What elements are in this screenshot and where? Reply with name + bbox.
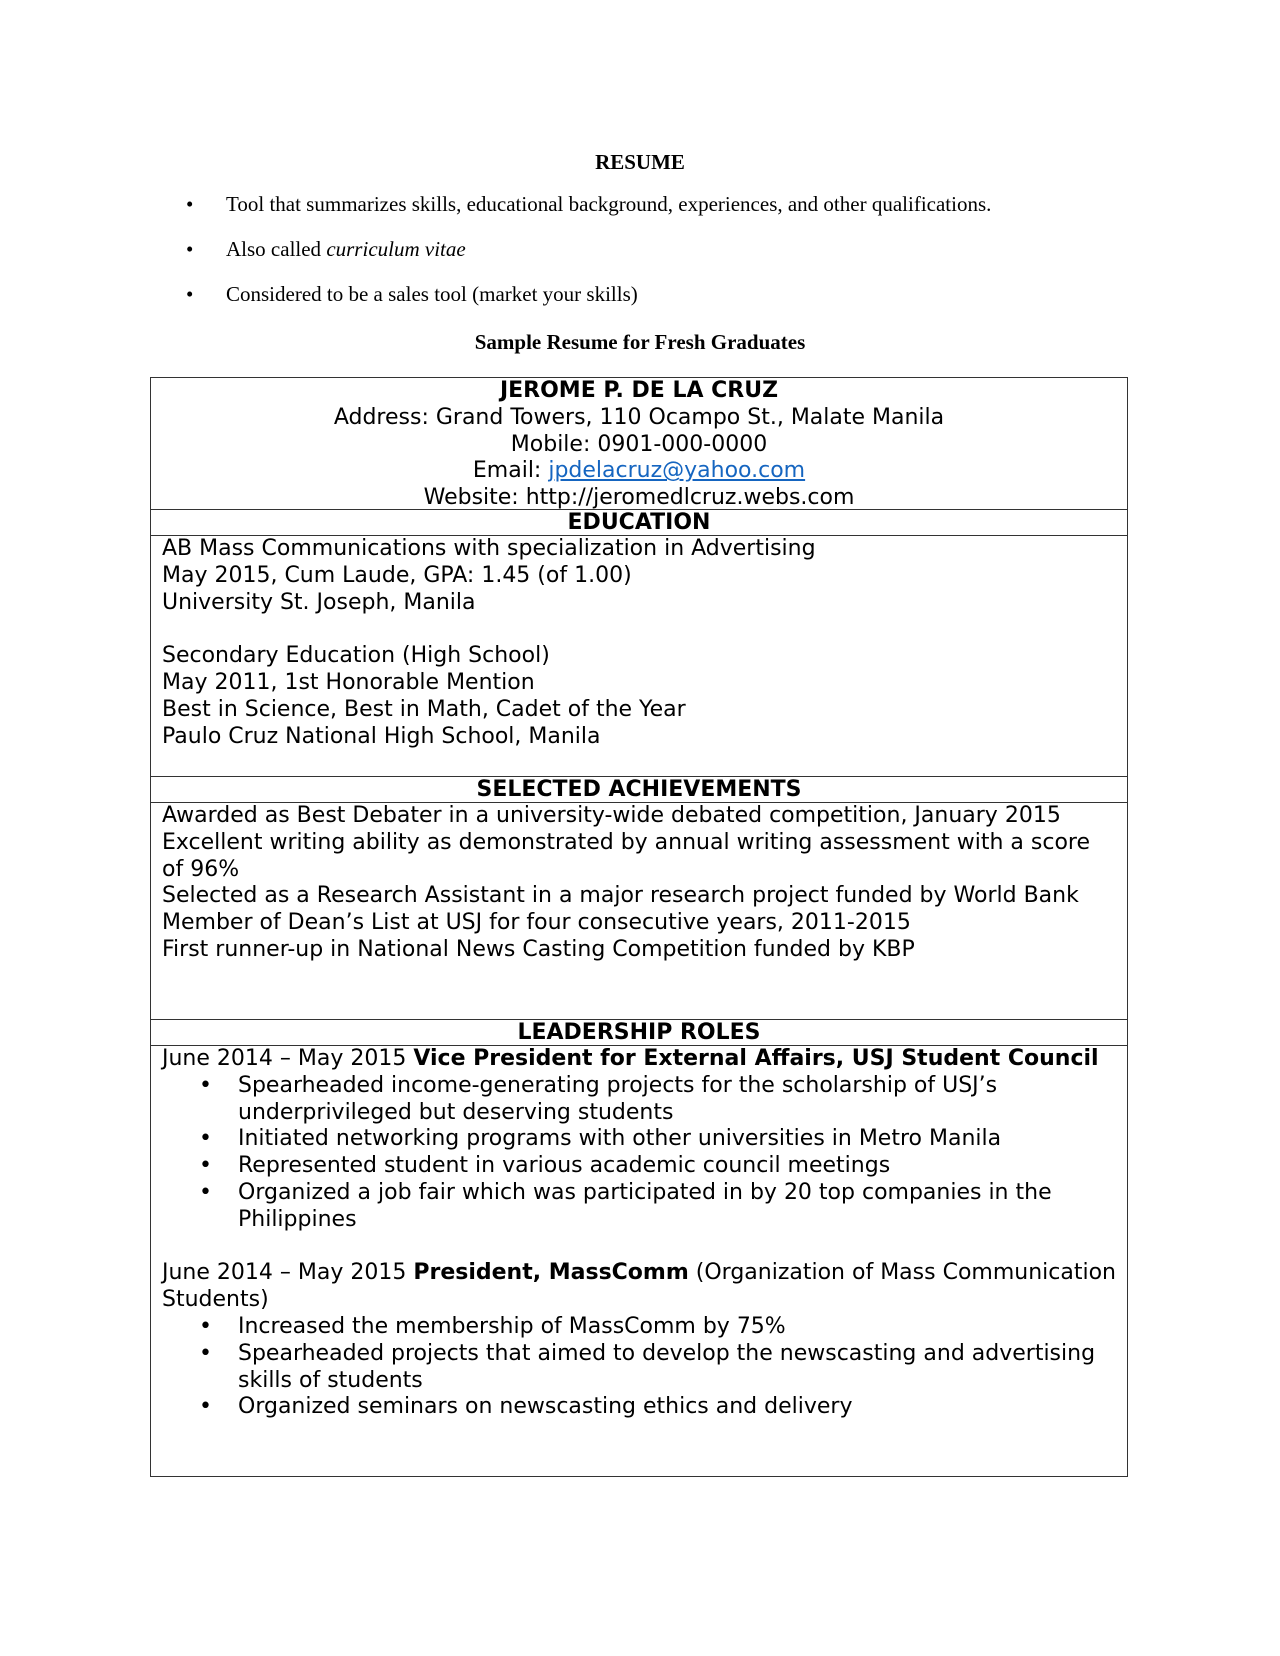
bullet-dot-icon: • xyxy=(199,1126,212,1152)
leadership-header: LEADERSHIP ROLES xyxy=(151,1020,1127,1046)
sample-resume-title: Sample Resume for Fresh Graduates xyxy=(474,330,806,354)
contact-mobile: Mobile: 0901-000-0000 xyxy=(510,431,768,457)
role-bullet-item xyxy=(162,1314,1116,1341)
role-bullet-item xyxy=(162,1180,1116,1234)
role-bullet-item xyxy=(162,1341,1116,1395)
achievement-item: Selected as a Research Assistant in a major research project funded by World Bank xyxy=(162,883,1079,909)
bullet-dot-icon: • xyxy=(199,1313,212,1339)
role-bullet-text: Spearheaded projects that aimed to develop the newscasting and advertising skills of students xyxy=(238,1340,1096,1393)
leadership-content xyxy=(151,1046,1127,1476)
intro-bullet-item xyxy=(150,192,991,237)
contact-block xyxy=(151,378,1127,510)
role-dates: June 2014 – May 2015 xyxy=(162,1046,414,1071)
resume-table xyxy=(150,377,1128,1477)
bullet-dot-icon: • xyxy=(199,1340,212,1366)
education-content xyxy=(151,536,1127,777)
document-title: RESUME xyxy=(595,150,685,174)
intro-bullet-item xyxy=(150,237,991,282)
secondary-honors: May 2011, 1st Honorable Mention xyxy=(162,669,535,695)
intro-bullet-text: Also called xyxy=(226,237,322,261)
role-bullet-list xyxy=(162,1314,1116,1421)
role-bullet-text: Spearheaded income-generating projects for the scholarship of USJ’s underprivileged but deserving students xyxy=(238,1072,998,1125)
bullet-dot-icon: • xyxy=(199,1179,212,1205)
applicant-name: JEROME P. DE LA CRUZ xyxy=(499,378,779,403)
college-honors: May 2015, Cum Laude, GPA: 1.45 (of 1.00) xyxy=(162,562,632,588)
intro-bullet-list xyxy=(150,192,991,327)
secondary-school: Paulo Cruz National High School, Manila xyxy=(162,723,601,749)
role-suffix: (Organization of Mass Communication Students) xyxy=(162,1260,1116,1313)
achievement-item: Member of Dean’s List at USJ for four consecutive years, 2011-2015 xyxy=(162,910,911,936)
role-bullet-list xyxy=(162,1073,1116,1234)
role-bullet-text: Increased the membership of MassComm by 75% xyxy=(238,1313,786,1339)
achievement-item: First runner-up in National News Casting Competition funded by KBP xyxy=(162,936,915,962)
role-heading xyxy=(162,1260,1116,1314)
role-dates: June 2014 – May 2015 xyxy=(162,1260,414,1286)
contact-website: Website: http://jeromedlcruz.webs.com xyxy=(423,485,855,511)
college-degree: AB Mass Communications with specialization in Advertising xyxy=(162,536,816,561)
bullet-dot-icon: • xyxy=(186,237,194,261)
contact-email-label: Email: xyxy=(472,458,549,484)
email-link[interactable]: jpdelacruz@yahoo.com xyxy=(548,458,806,484)
role-bullet-item xyxy=(162,1394,1116,1421)
bullet-dot-icon: • xyxy=(199,1072,212,1098)
role-bullet-text: Organized a job fair which was participated in by 20 top companies in the Philippines xyxy=(238,1179,1052,1232)
bullet-dot-icon: • xyxy=(199,1394,212,1420)
secondary-level: Secondary Education (High School) xyxy=(162,643,550,669)
role-title: President, MassComm xyxy=(413,1260,689,1286)
contact-address: Address: Grand Towers, 110 Ocampo St., Malate Manila xyxy=(333,404,945,430)
bullet-dot-icon: • xyxy=(186,282,194,306)
role-bullet-item xyxy=(162,1126,1116,1153)
role-bullet-text: Organized seminars on newscasting ethics and delivery xyxy=(238,1394,853,1420)
intro-bullet-text: Tool that summarizes skills, educational background, experiences, and other qualifications. xyxy=(226,192,992,216)
achievements-content xyxy=(151,803,1127,1020)
intro-bullet-italic: curriculum vitae xyxy=(326,237,466,261)
achievement-item: Awarded as Best Debater in a university-wide debated competition, January 2015 xyxy=(162,803,1061,828)
college-school: University St. Joseph, Manila xyxy=(162,589,476,615)
education-header: EDUCATION xyxy=(151,510,1127,536)
role-bullet-text: Initiated networking programs with other universities in Metro Manila xyxy=(238,1126,1002,1152)
role-bullet-item xyxy=(162,1073,1116,1127)
role-bullet-text: Represented student in various academic council meetings xyxy=(238,1153,891,1179)
intro-bullet-item xyxy=(150,282,991,327)
intro-bullet-text: Considered to be a sales tool (market your skills) xyxy=(226,282,638,306)
bullet-dot-icon: • xyxy=(199,1153,212,1179)
role-bullet-item xyxy=(162,1153,1116,1180)
achievement-item: Excellent writing ability as demonstrated by annual writing assessment with a score of 96% xyxy=(162,829,1091,882)
role-title: Vice President for External Affairs, USJ Student Council xyxy=(413,1046,1099,1071)
achievements-header: SELECTED ACHIEVEMENTS xyxy=(151,777,1127,803)
bullet-dot-icon: • xyxy=(186,192,194,216)
secondary-awards: Best in Science, Best in Math, Cadet of the Year xyxy=(162,696,686,722)
role-heading xyxy=(162,1046,1116,1073)
contact-email-line xyxy=(151,458,1127,485)
